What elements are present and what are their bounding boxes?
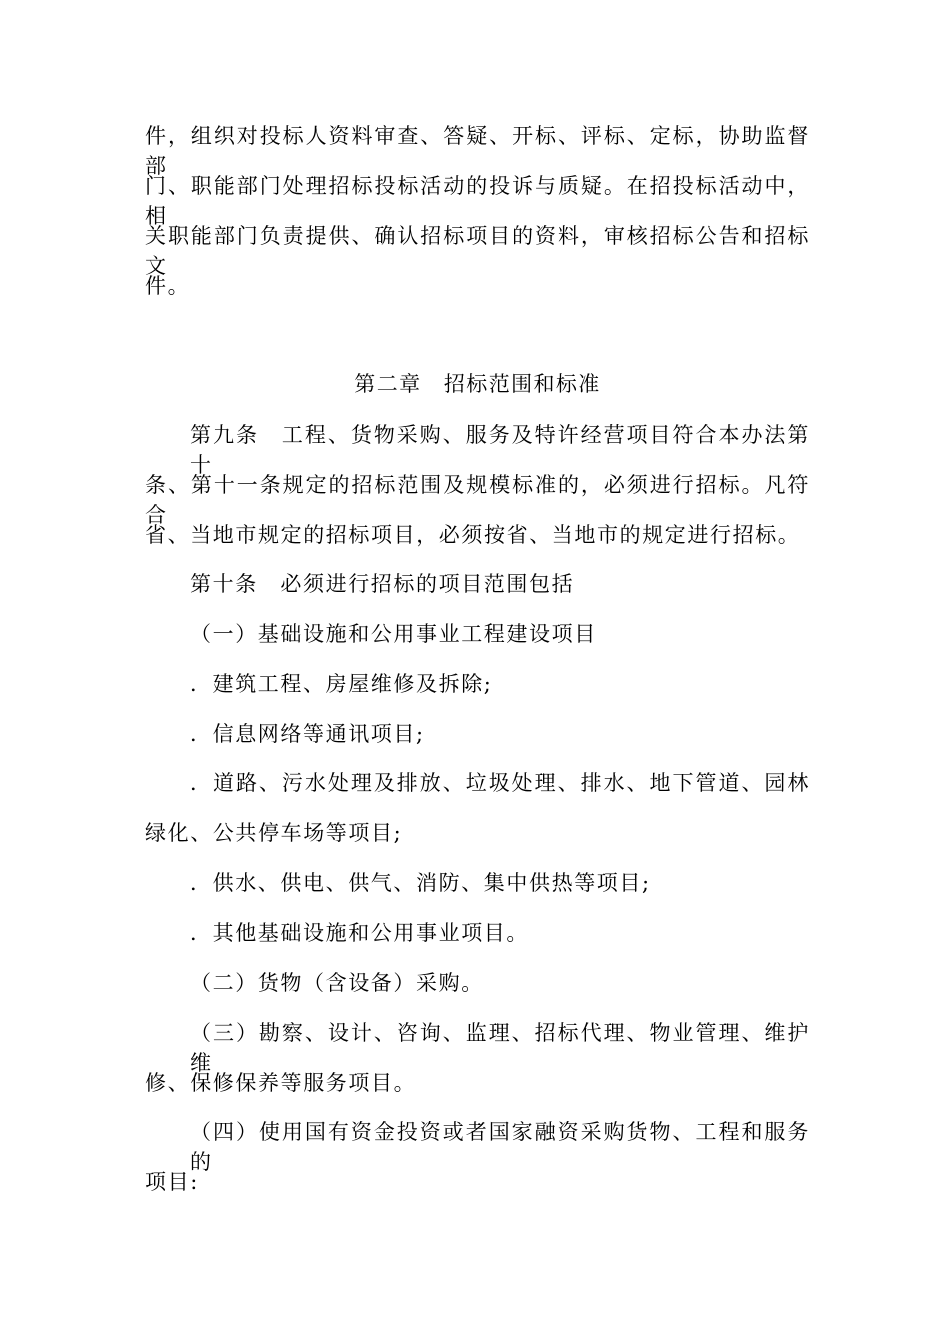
list-subitem: ．道路、污水处理及排放、垃圾处理、排水、地下管道、园林	[190, 771, 810, 795]
paragraph-line: 修、保修保养等服务项目。	[145, 1071, 417, 1095]
list-subitem: ．建筑工程、房屋维修及拆除;	[190, 672, 493, 696]
paragraph-line: 绿化、公共停车场等项目;	[145, 821, 403, 845]
paragraph-line: 件。	[145, 274, 191, 298]
list-item-1: （一）基础设施和公用事业工程建设项目	[190, 622, 597, 646]
paragraph-line: 条、第十一条规定的招标范围及规模标准的，必须进行招标。凡符合	[145, 473, 810, 527]
paragraph-line: 关职能部门负责提供、确认招标项目的资料，审核招标公告和招标文	[145, 224, 810, 278]
paragraph-line: 项目:	[145, 1170, 199, 1194]
list-subitem: ．其他基础设施和公用事业项目。	[190, 921, 529, 945]
article-9-line: 第九条 工程、货物采购、服务及特许经营项目符合本办法第十	[190, 423, 810, 477]
paragraph-line: 门、职能部门处理招标投标活动的投诉与质疑。在招投标活动中，相	[145, 174, 810, 228]
list-subitem: ．供水、供电、供气、消防、集中供热等项目;	[190, 871, 651, 895]
paragraph-line: 件，组织对投标人资料审查、答疑、开标、评标、定标，协助监督部	[145, 124, 810, 178]
chapter-heading: 第二章 招标范围和标准	[354, 372, 601, 396]
list-item-3: （三）勘察、设计、咨询、监理、招标代理、物业管理、维护维	[190, 1021, 810, 1075]
article-10-line: 第十条 必须进行招标的项目范围包括	[190, 572, 575, 596]
list-item-2: （二）货物（含设备）采购。	[190, 971, 484, 995]
list-item-4: （四）使用国有资金投资或者国家融资采购货物、工程和服务的	[190, 1120, 810, 1174]
list-subitem: ．信息网络等通讯项目;	[190, 722, 425, 746]
paragraph-line: 省、当地市规定的招标项目，必须按省、当地市的规定进行招标。	[145, 523, 801, 547]
